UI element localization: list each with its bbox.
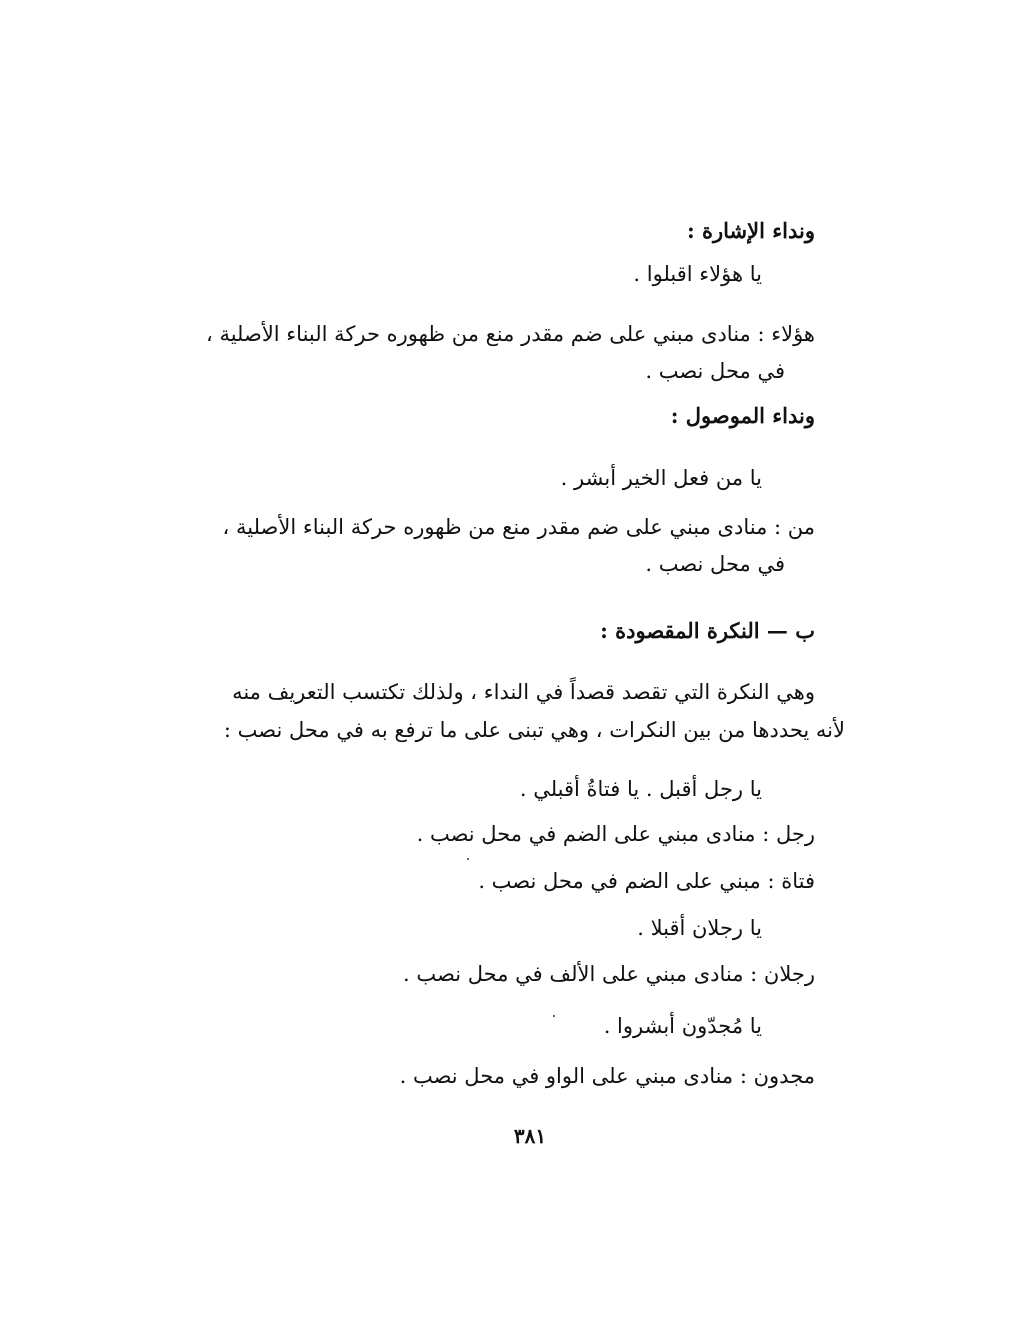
text-line-haulai-analysis: هؤلاء : منادى مبني على ضم مقدر منع من ظهوره حركة البناء الأصلية ، [205,322,815,346]
text-line-haulai-analysis-cont: في محل نصب . [645,359,785,383]
text-line-example-rajul: يا رجل أقبل . يا فتاةُ أقبلي . [519,777,762,801]
text-line-vocative-demonstrative-heading: ونداء الإشارة : [686,218,815,243]
text-line-example-haulai: يا هؤلاء اقبلوا . [633,262,762,286]
text-line-man-analysis: من : منادى مبني على ضم مقدر منع من ظهوره حركة البناء الأصلية ، [222,515,815,539]
text-line-vocative-relative-heading: ونداء الموصول : [670,403,815,428]
text-line-mujiddun-analysis: مجدون : منادى مبني على الواو في محل نصب . [399,1064,815,1088]
text-line-rajulan-analysis: رجلان : منادى مبني على الألف في محل نصب . [403,962,815,986]
text-line-example-mujiddun: يا مُجدّون أبشروا . [603,1014,762,1038]
text-line-definition: وهي النكرة التي تقصد قصداً في النداء ، ولذلك تكتسب التعريف منه [232,680,815,704]
text-line-rajul-analysis: رجل : منادى مبني على الضم في محل نصب . [416,822,815,846]
text-line-example-rajulan: يا رجلان أقبلا . [637,916,762,940]
page-number: ٣٨١ [513,1124,547,1148]
text-line-example-man: يا من فعل الخير أبشر . [560,466,762,490]
text-line-man-analysis-cont: في محل نصب . [645,552,785,576]
scan-speck [467,858,469,860]
scan-speck [553,1015,555,1017]
text-line-fatah-analysis: فتاة : مبني على الضم في محل نصب . [478,869,815,893]
text-line-definition-cont: لأنه يحددها من بين النكرات ، وهي تبنى على ما ترفع به في محل نصب : [223,718,845,742]
section-heading-maqsooda: ب — النكرة المقصودة : [600,618,815,643]
